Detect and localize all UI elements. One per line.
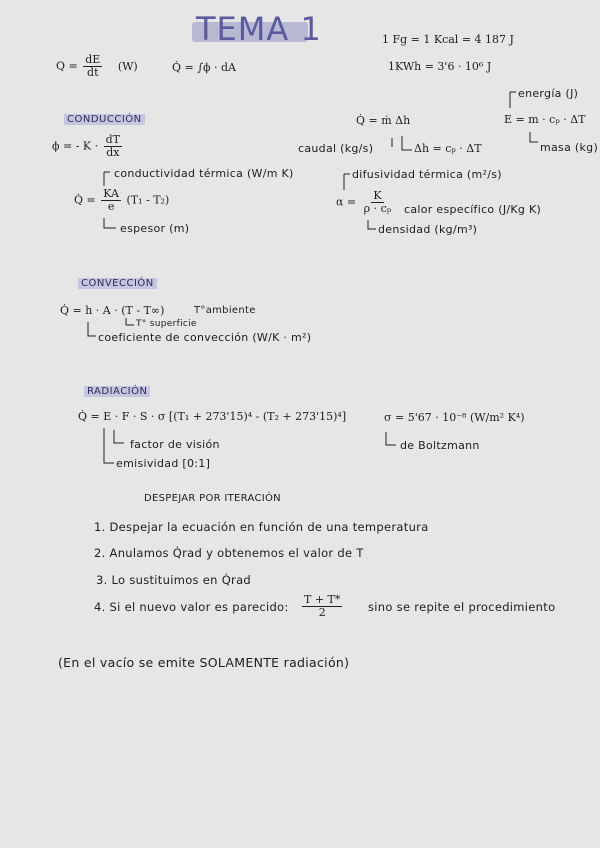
convection-eq: Q̇ = h · A · (T - T∞): [60, 304, 165, 317]
conduction-q-eq: [74, 188, 169, 213]
page-title: TEMA 1: [196, 10, 322, 48]
radiation-heading: RADIACIÓN: [84, 386, 150, 397]
mean-fraction: [302, 594, 342, 619]
calor-especifico-label: calor específico (J/Kg K): [404, 203, 542, 216]
cal-equivalence: 1 Fg = 1 Kcal = 4 187 J: [382, 33, 514, 46]
masa-arrow-line: [530, 132, 538, 142]
q-definition: [56, 54, 138, 79]
kwh-equivalence: 1KWh = 3'6 · 10⁶ J: [388, 60, 492, 73]
phi-den: dx: [106, 146, 120, 159]
q-unit: (W): [117, 59, 138, 73]
t-sup-arrow-line: [126, 318, 134, 325]
boltz-arrow-line: [386, 432, 396, 445]
q-lhs: Q =: [56, 59, 78, 73]
alpha-eq: [336, 190, 395, 215]
qdot-integral: Q̇ = ∫ϕ · dA: [172, 61, 236, 74]
mean-den: 2: [318, 606, 326, 619]
densidad-arrow-line: [368, 220, 376, 229]
alpha-num: K: [373, 189, 382, 202]
conduction-heading: CONDUCCIÓN: [64, 114, 145, 125]
mean-num: T + T*: [304, 593, 341, 606]
alpha-den: ρ · cₚ: [363, 202, 392, 215]
radiation-eq: Q̇ = E · F · S · σ [(T₁ + 273'15)⁴ - (T₂ + 273'15)⁴]: [78, 410, 347, 423]
caudal-label: caudal (kg/s): [298, 142, 374, 155]
alpha-fraction: [362, 190, 394, 215]
h-arrow-line: [88, 322, 96, 336]
q-den: dt: [87, 66, 99, 79]
energy-eq: E = m · cₚ · ΔT: [504, 113, 586, 126]
e-label: espesor (m): [120, 222, 190, 235]
mdot-eq: Q̇ = ṁ Δh: [356, 114, 411, 127]
iteration-step-4: 4. Si el nuevo valor es parecido:: [94, 600, 289, 614]
emisividad-label: emisividad [0:1]: [116, 457, 211, 470]
dh-eq: Δh = cₚ · ΔT: [414, 142, 482, 155]
t-ambiente-label: T°ambiente: [194, 305, 256, 316]
cond-q-den: e: [107, 200, 115, 213]
h-coef-label: coeficiente de convección (W/K · m²): [98, 331, 312, 344]
dh-arrow-line: [402, 136, 412, 150]
alpha-lhs: α =: [336, 195, 357, 209]
phi-num: dT: [105, 133, 121, 146]
factor-arrow-line: [114, 430, 124, 443]
masa-label: masa (kg): [540, 141, 599, 154]
q-fraction: [83, 54, 102, 79]
q-num: dE: [85, 53, 101, 66]
iteration-step-4-tail: sino se repite el procedimiento: [368, 600, 556, 614]
difusividad-label: difusividad térmica (m²/s): [352, 168, 502, 181]
iteration-step-1: 1. Despejar la ecuación en función de una temperatura: [94, 520, 429, 534]
emis-arrow-line: [104, 428, 114, 463]
cond-q-lhs: Q̇ =: [74, 193, 96, 207]
densidad-label: densidad (kg/m³): [378, 223, 478, 236]
phi-lhs: ϕ = - K ·: [52, 139, 99, 153]
energia-label: energía (J): [518, 87, 579, 100]
t-superficie-label: T° superficie: [136, 319, 197, 329]
iteration-step-2: 2. Anulamos Q̇rad y obtenemos el valor de T: [94, 546, 364, 560]
sigma-eq: σ = 5'67 · 10⁻⁸ (W/m² K⁴): [384, 411, 525, 424]
iteration-step-3: 3. Lo sustituimos en Q̇rad: [96, 573, 252, 587]
cond-q-num: KA: [103, 187, 119, 200]
fourier-law: [52, 134, 124, 159]
vacuum-note: (En el vacío se emite SOLAMENTE radiación): [58, 655, 350, 670]
k-label: conductividad térmica (W/m K): [114, 167, 294, 180]
cond-q-fraction: [101, 188, 121, 213]
step4-fraction: [300, 594, 344, 619]
cond-q-rhs: (T₁ - T₂): [126, 193, 170, 207]
phi-fraction: [104, 134, 122, 159]
convection-heading: CONVECCIÓN: [78, 278, 157, 289]
e-arrow-line: [104, 218, 116, 228]
factor-vision-label: factor de visión: [130, 438, 220, 451]
boltzmann-label: de Boltzmann: [400, 439, 480, 452]
iteration-heading: DESPEJAR POR ITERACIÓN: [144, 493, 281, 504]
